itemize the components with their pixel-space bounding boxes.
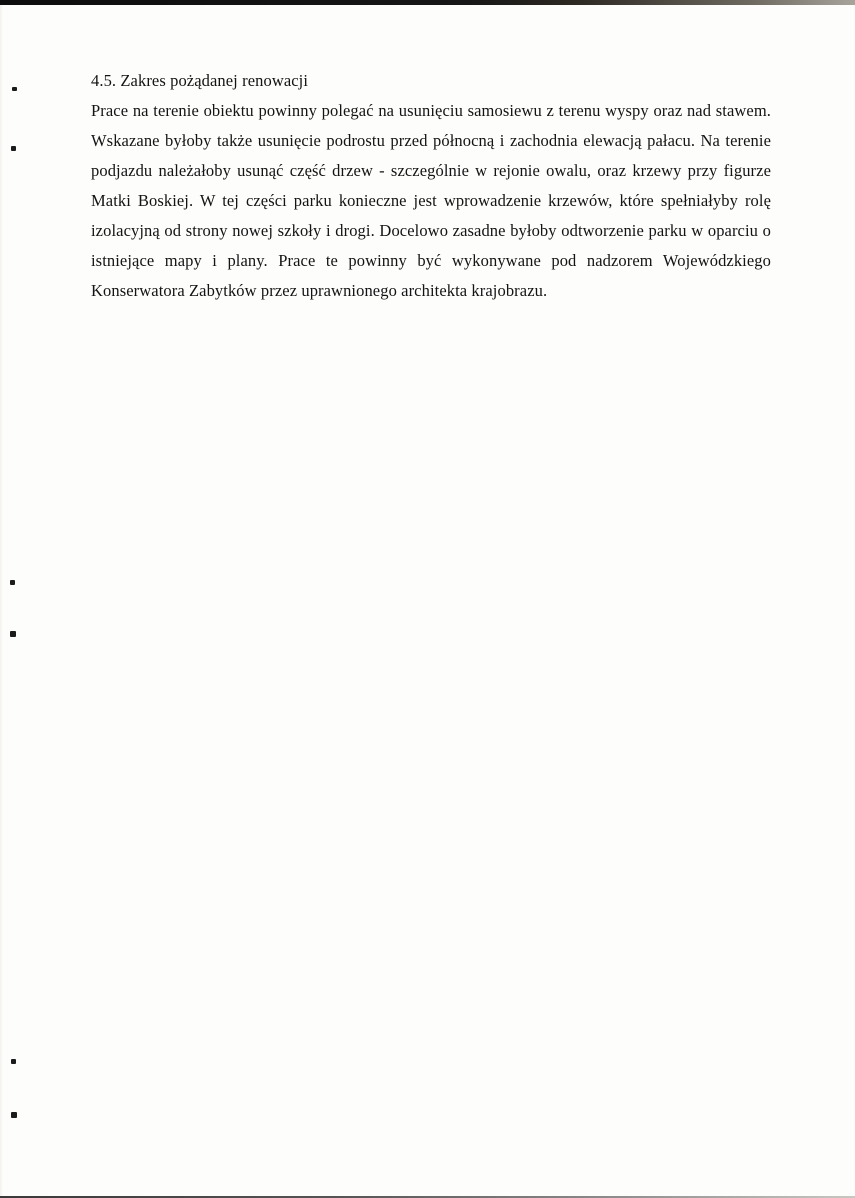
scan-speck (11, 146, 16, 151)
document-text-column (91, 66, 771, 306)
scan-left-edge-artifact (0, 5, 3, 1196)
scan-speck (11, 1059, 16, 1064)
scan-speck (11, 1112, 17, 1118)
scan-speck (12, 87, 17, 91)
scan-top-edge-artifact (0, 0, 855, 5)
section-heading: 4.5. Zakres pożądanej renowacji (91, 71, 309, 90)
scan-speck (10, 580, 15, 585)
scan-speck (10, 631, 16, 637)
body-paragraph: Prace na terenie obiektu powinny polegać na usunięciu samosiewu z terenu wyspy oraz nad stawem. Wskazane byłoby także usunięcie podrostu przed północną i zachodnia elewacją pałacu. Na terenie podjazdu należałoby usunąć część drzew - szczególnie w rejonie owalu, oraz krzewy przy figurze Matki Boskiej. W tej części parku konieczne jest wprowadzenie krzewów, które spełniałyby rolę izolacyjną od strony nowej szkoły i drogi. Docelowo zasadne byłoby odtworzenie parku w oparciu o istniejące mapy i plany. Prace te powinny być wykonywane pod nadzorem Wojewódzkiego Konserwatora Zabytków przez uprawnionego architekta krajobrazu. (91, 101, 771, 300)
